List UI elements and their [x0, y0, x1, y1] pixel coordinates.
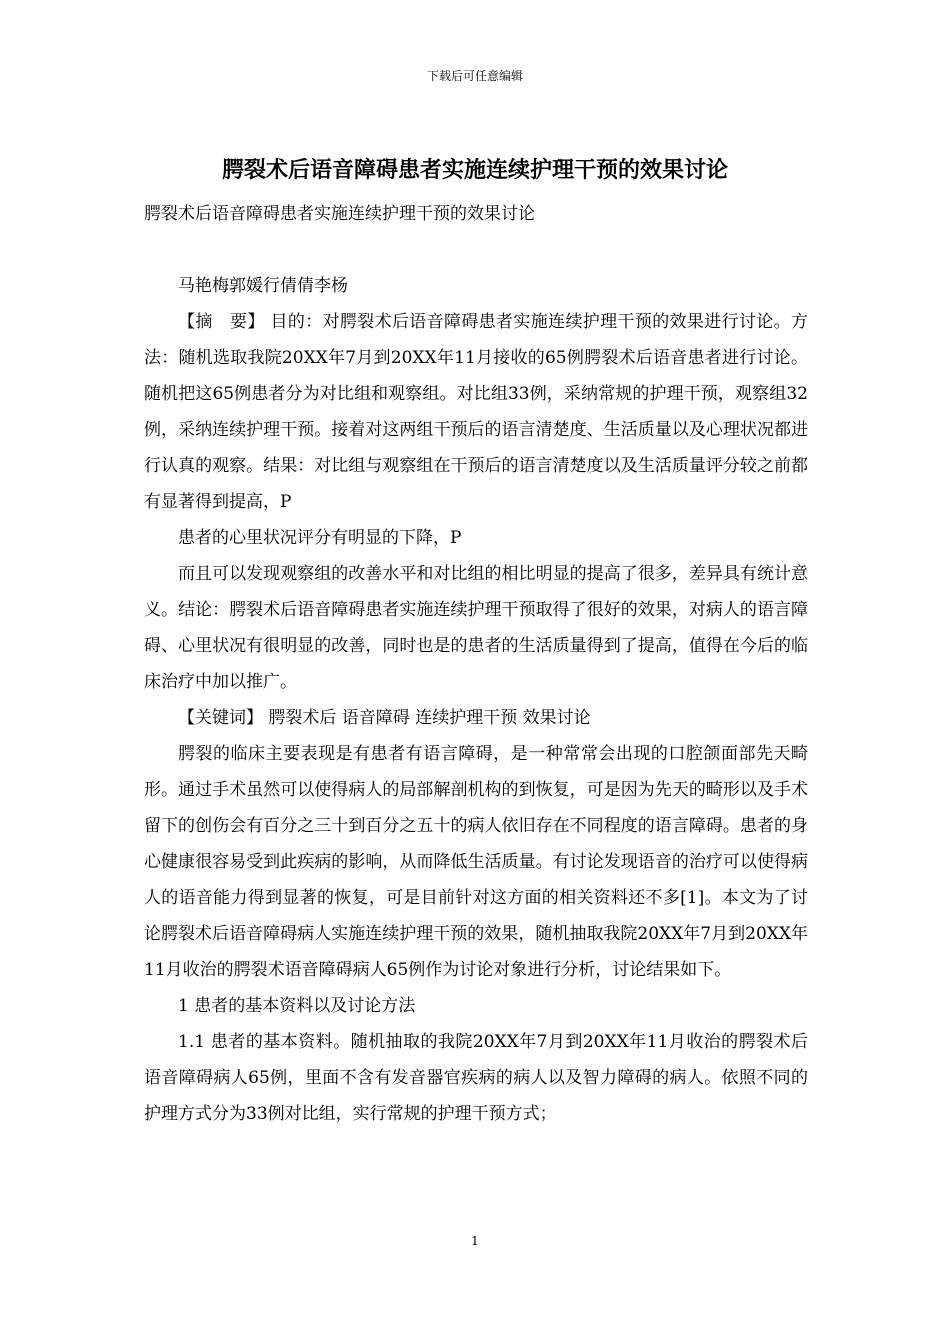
page-header-note: 下载后可任意编辑	[426, 69, 523, 83]
abstract-paragraph: 【摘 要】 目的：对腭裂术后语音障碍患者实施连续护理干预的效果进行讨论。方法：随机选取我院20XX年7月到20XX年11月接收的65例腭裂术后语音患者进行讨论。随机把这65例患者分为对比组和观察组。对比组33例，采纳常规的护理干预，观察组32例，采纳连续护理干预。接着对这两组干预后的语言清楚度、生活质量以及心理状况都进行认真的观察。结果：对比组与观察组在干预后的语言清楚度以及生活质量评分较之前都有显著得到提高，P	[144, 312, 808, 512]
introduction-paragraph: 腭裂的临床主要表现是有患者有语言障碍，是一种常常会出现的口腔颌面部先天畸形。通过手术虽然可以使得病人的局部解剖机构的到恢复，可是因为先天的畸形以及手术留下的创伤会有百分之三十到百分之五十的病人依旧存在不同程度的语言障碍。患者的身心健康很容易受到此疾病的影响，从而降低生活质量。有讨论发现语音的治疗可以使得病人的语音能力得到显著的恢复，可是目前针对这方面的相关资料还不多[1]。本文为了讨论腭裂术后语音障碍病人实施连续护理干预的效果，随机抽取我院20XX年7月到20XX年11月收治的腭裂术语音障碍病人65例作为讨论对象进行分析，讨论结果如下。	[144, 744, 808, 980]
document-body	[144, 196, 808, 1132]
blank-line	[144, 232, 808, 268]
section-heading-1: 1 患者的基本资料以及讨论方法	[178, 996, 416, 1016]
conclusion-paragraph: 而且可以发现观察组的改善水平和对比组的相比明显的提高了很多，差异具有统计意义。结论：腭裂术后语音障碍患者实施连续护理干预取得了很好的效果，对病人的语言障碍、心里状况有很明显的改善，同时也是的患者的生活质量得到了提高，值得在今后的临床治疗中加以推广。	[144, 564, 808, 692]
page-number: 1	[471, 1234, 479, 1248]
document-subtitle: 腭裂术后语音障碍患者实施连续护理干预的效果讨论	[144, 204, 535, 224]
subsection-paragraph-1-1: 1.1 患者的基本资料。随机抽取的我院20XX年7月到20XX年11月收治的腭裂术后语音障碍病人65例，里面不含有发音器官疾病的病人以及智力障碍的病人。依照不同的护理方式分为33例对比组，实行常规的护理干预方式；	[144, 1032, 808, 1124]
keywords-paragraph: 【关键词】 腭裂术后 语音障碍 连续护理干预 效果讨论	[178, 708, 591, 728]
authors-line: 马艳梅郭媛行倩倩李杨	[178, 276, 348, 296]
document-title: 腭裂术后语音障碍患者实施连续护理干预的效果讨论	[221, 157, 728, 183]
result-continuation-paragraph: 患者的心里状况评分有明显的下降，P	[178, 528, 462, 548]
